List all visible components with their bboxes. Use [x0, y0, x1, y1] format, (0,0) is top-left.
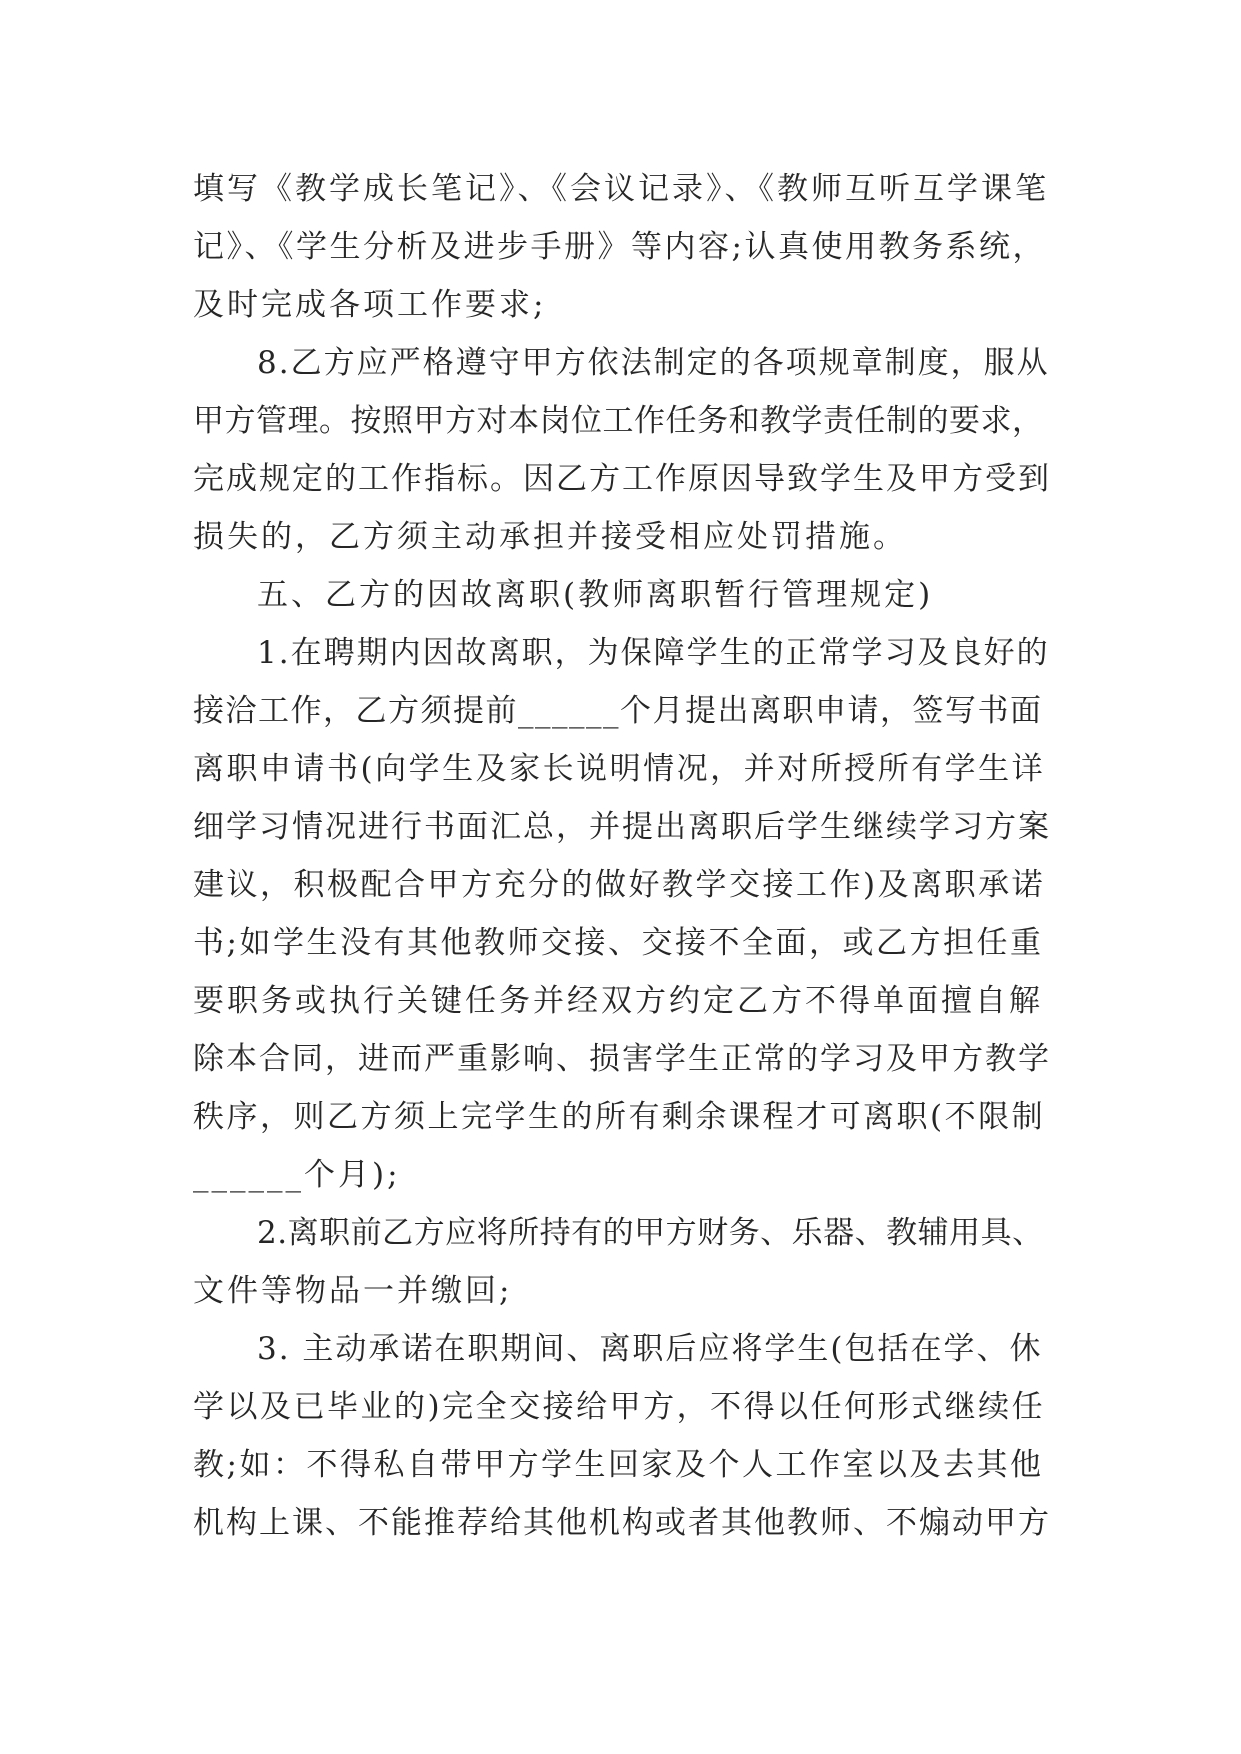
text-line: 3. 主动承诺在职期间、离职后应将学生(包括在学、休 [257, 1331, 1043, 1367]
text-line: 损失的，乙方须主动承担并接受相应处罚措施。 [193, 519, 907, 555]
text-line: 填写《教学成长笔记》、《会议记录》、《教师互听互学课笔 [193, 171, 1049, 207]
text-line: 离职申请书(向学生及家长说明情况，并对所授所有学生详 [193, 751, 1046, 787]
text-line: 接洽工作，乙方须提前______个月提出离职申请，签写书面 [193, 693, 1043, 729]
text-line: ______个月); [193, 1157, 401, 1193]
text-line: 学以及已毕业的)完全交接给甲方，不得以任何形式继续任 [193, 1389, 1046, 1425]
text-line: 8.乙方应严格遵守甲方依法制定的各项规章制度，服从 [257, 345, 1050, 381]
text-line: 教;如：不得私自带甲方学生回家及个人工作室以及去其他 [193, 1447, 1044, 1483]
document-body [193, 160, 1053, 1552]
text-line: 记》、《学生分析及进步手册》等内容;认真使用教务系统， [193, 229, 1046, 265]
text-line: 1.在聘期内因故离职，为保障学生的正常学习及良好的 [257, 635, 1050, 671]
text-line: 除本合同，进而严重影响、损害学生正常的学习及甲方教学 [193, 1041, 1051, 1077]
text-line: 书;如学生没有其他教师交接、交接不全面，或乙方担任重 [193, 925, 1044, 961]
text-line: 要职务或执行关键任务并经双方约定乙方不得单面擅自解 [193, 983, 1043, 1019]
text-line: 文件等物品一并缴回; [193, 1273, 513, 1309]
text-line: 甲方管理。按照甲方对本岗位工作任务和教学责任制的要求， [193, 403, 1044, 439]
text-line: 完成规定的工作指标。因乙方工作原因导致学生及甲方受到 [193, 461, 1051, 497]
text-line: 建议，积极配合甲方充分的做好教学交接工作)及离职承诺 [193, 867, 1046, 903]
text-line: 五、乙方的因故离职(教师离职暂行管理规定) [257, 577, 934, 613]
text-line: 机构上课、不能推荐给其他机构或者其他教师、不煽动甲方 [193, 1505, 1051, 1541]
text-line: 秩序，则乙方须上完学生的所有剩余课程才可离职(不限制 [193, 1099, 1046, 1135]
text-line: 细学习情况进行书面汇总，并提出离职后学生继续学习方案 [193, 809, 1051, 845]
text-line: 2.离职前乙方应将所持有的甲方财务、乐器、教辅用具、 [257, 1215, 1044, 1251]
text-line: 及时完成各项工作要求; [193, 287, 547, 323]
